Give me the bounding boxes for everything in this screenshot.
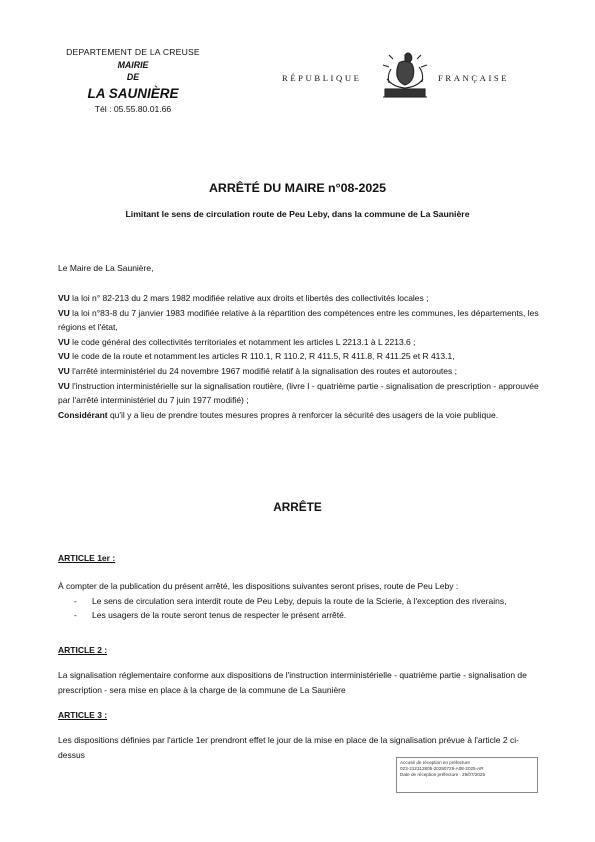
visa-line: VU la loi n° 82-213 du 2 mars 1982 modifiée relative aux droits et libertés des collectivités locales ; — [58, 293, 429, 303]
mairie-label: MAIRIE — [117, 59, 149, 70]
article-2-text: La signalisation réglementaire conforme aux dispositions de l'instruction interministérielle - quatrième partie - signalisation de prescription - sera mise en place à la charge de la commune de La Saunière — [58, 670, 527, 695]
article-1-list — [58, 594, 540, 623]
marianne-seal-icon — [375, 49, 435, 105]
stamp-line: Accusé de réception en préfecture — [400, 760, 470, 765]
de-label: DE — [126, 72, 140, 82]
stamp-line: 023-212312805-20250729-A08-2025-AR — [400, 766, 484, 772]
article-3-text: Les dispositions définies par l'article 1er prendront effet le jour de la mise en place de la signalisation prévue à l'article 2 ci-dessus — [58, 735, 519, 760]
visa-line: VU le code de la route et notamment les articles R 110.1, R 110.2, R 411.5, R 411.8, R 411.25 et R 413.1, — [58, 351, 455, 362]
stamp-line: Date de réception préfecture : 29/07/2025 — [400, 772, 486, 778]
phone-number: Tél : 05.55.80.01.66 — [94, 103, 172, 114]
intro-line: Le Maire de La Saunière, — [58, 263, 154, 273]
commune-name: LA SAUNIÈRE — [87, 85, 179, 101]
francaise-label: FRANÇAISE — [438, 73, 510, 83]
document-title: ARRÊTÉ DU MAIRE n°08-2025 — [208, 181, 387, 195]
visa-line: VU la loi n°83-8 du 7 janvier 1983 modifiée relative à la répartition des compétences entre les communes, les départements, les régions et l'état, — [58, 307, 539, 333]
visa-line: VU l'arrêté interministériel du 24 novembre 1967 modifié relatif à la signalisation des routes et autoroutes ; — [58, 365, 457, 376]
list-item: - Le sens de circulation sera interdit route de Peu Leby, depuis la route de la Scierie, à l'exception des riverains, — [92, 594, 540, 609]
visas-block — [58, 291, 540, 422]
arrete-heading: ARRÊTE — [273, 500, 322, 514]
article-1-body — [58, 579, 540, 623]
department-name: DEPARTEMENT DE LA CREUSE — [66, 47, 200, 57]
article-2-heading: ARTICLE 2 : — [58, 645, 108, 655]
republique-label: RÉPUBLIQUE — [282, 73, 362, 83]
visa-line: VU l'instruction interministérielle sur la signalisation routière, (livre I - quatrième partie - signalisation de prescription - approuvée par l'arrêté interministériel du 7 juin 1977 modifié) ; — [58, 380, 539, 406]
prefecture-receipt-stamp — [396, 757, 538, 793]
article-3-heading: ARTICLE 3 : — [58, 710, 108, 720]
article-1-text: À compter de la publication du présent arrêté, les dispositions suivantes seront prises, route de Peu Leby : — [58, 581, 459, 591]
considerant-line: Considérant qu'il y a lieu de prendre toutes mesures propres à renforcer la sécurité des usagers de la voie publique. — [58, 409, 499, 420]
list-item: - Les usagers de la route seront tenus de respecter le présent arrêté. — [92, 608, 540, 623]
mairie-header — [48, 46, 218, 115]
document-subtitle: Limitant le sens de circulation route de Peu Leby, dans la commune de La Saunière — [125, 209, 470, 219]
article-1-heading: ARTICLE 1er : — [58, 553, 116, 563]
visa-line: VU le code général des collectivités territoriales et notamment les articles L 2213.1 à L 2213.6 ; — [58, 336, 416, 347]
